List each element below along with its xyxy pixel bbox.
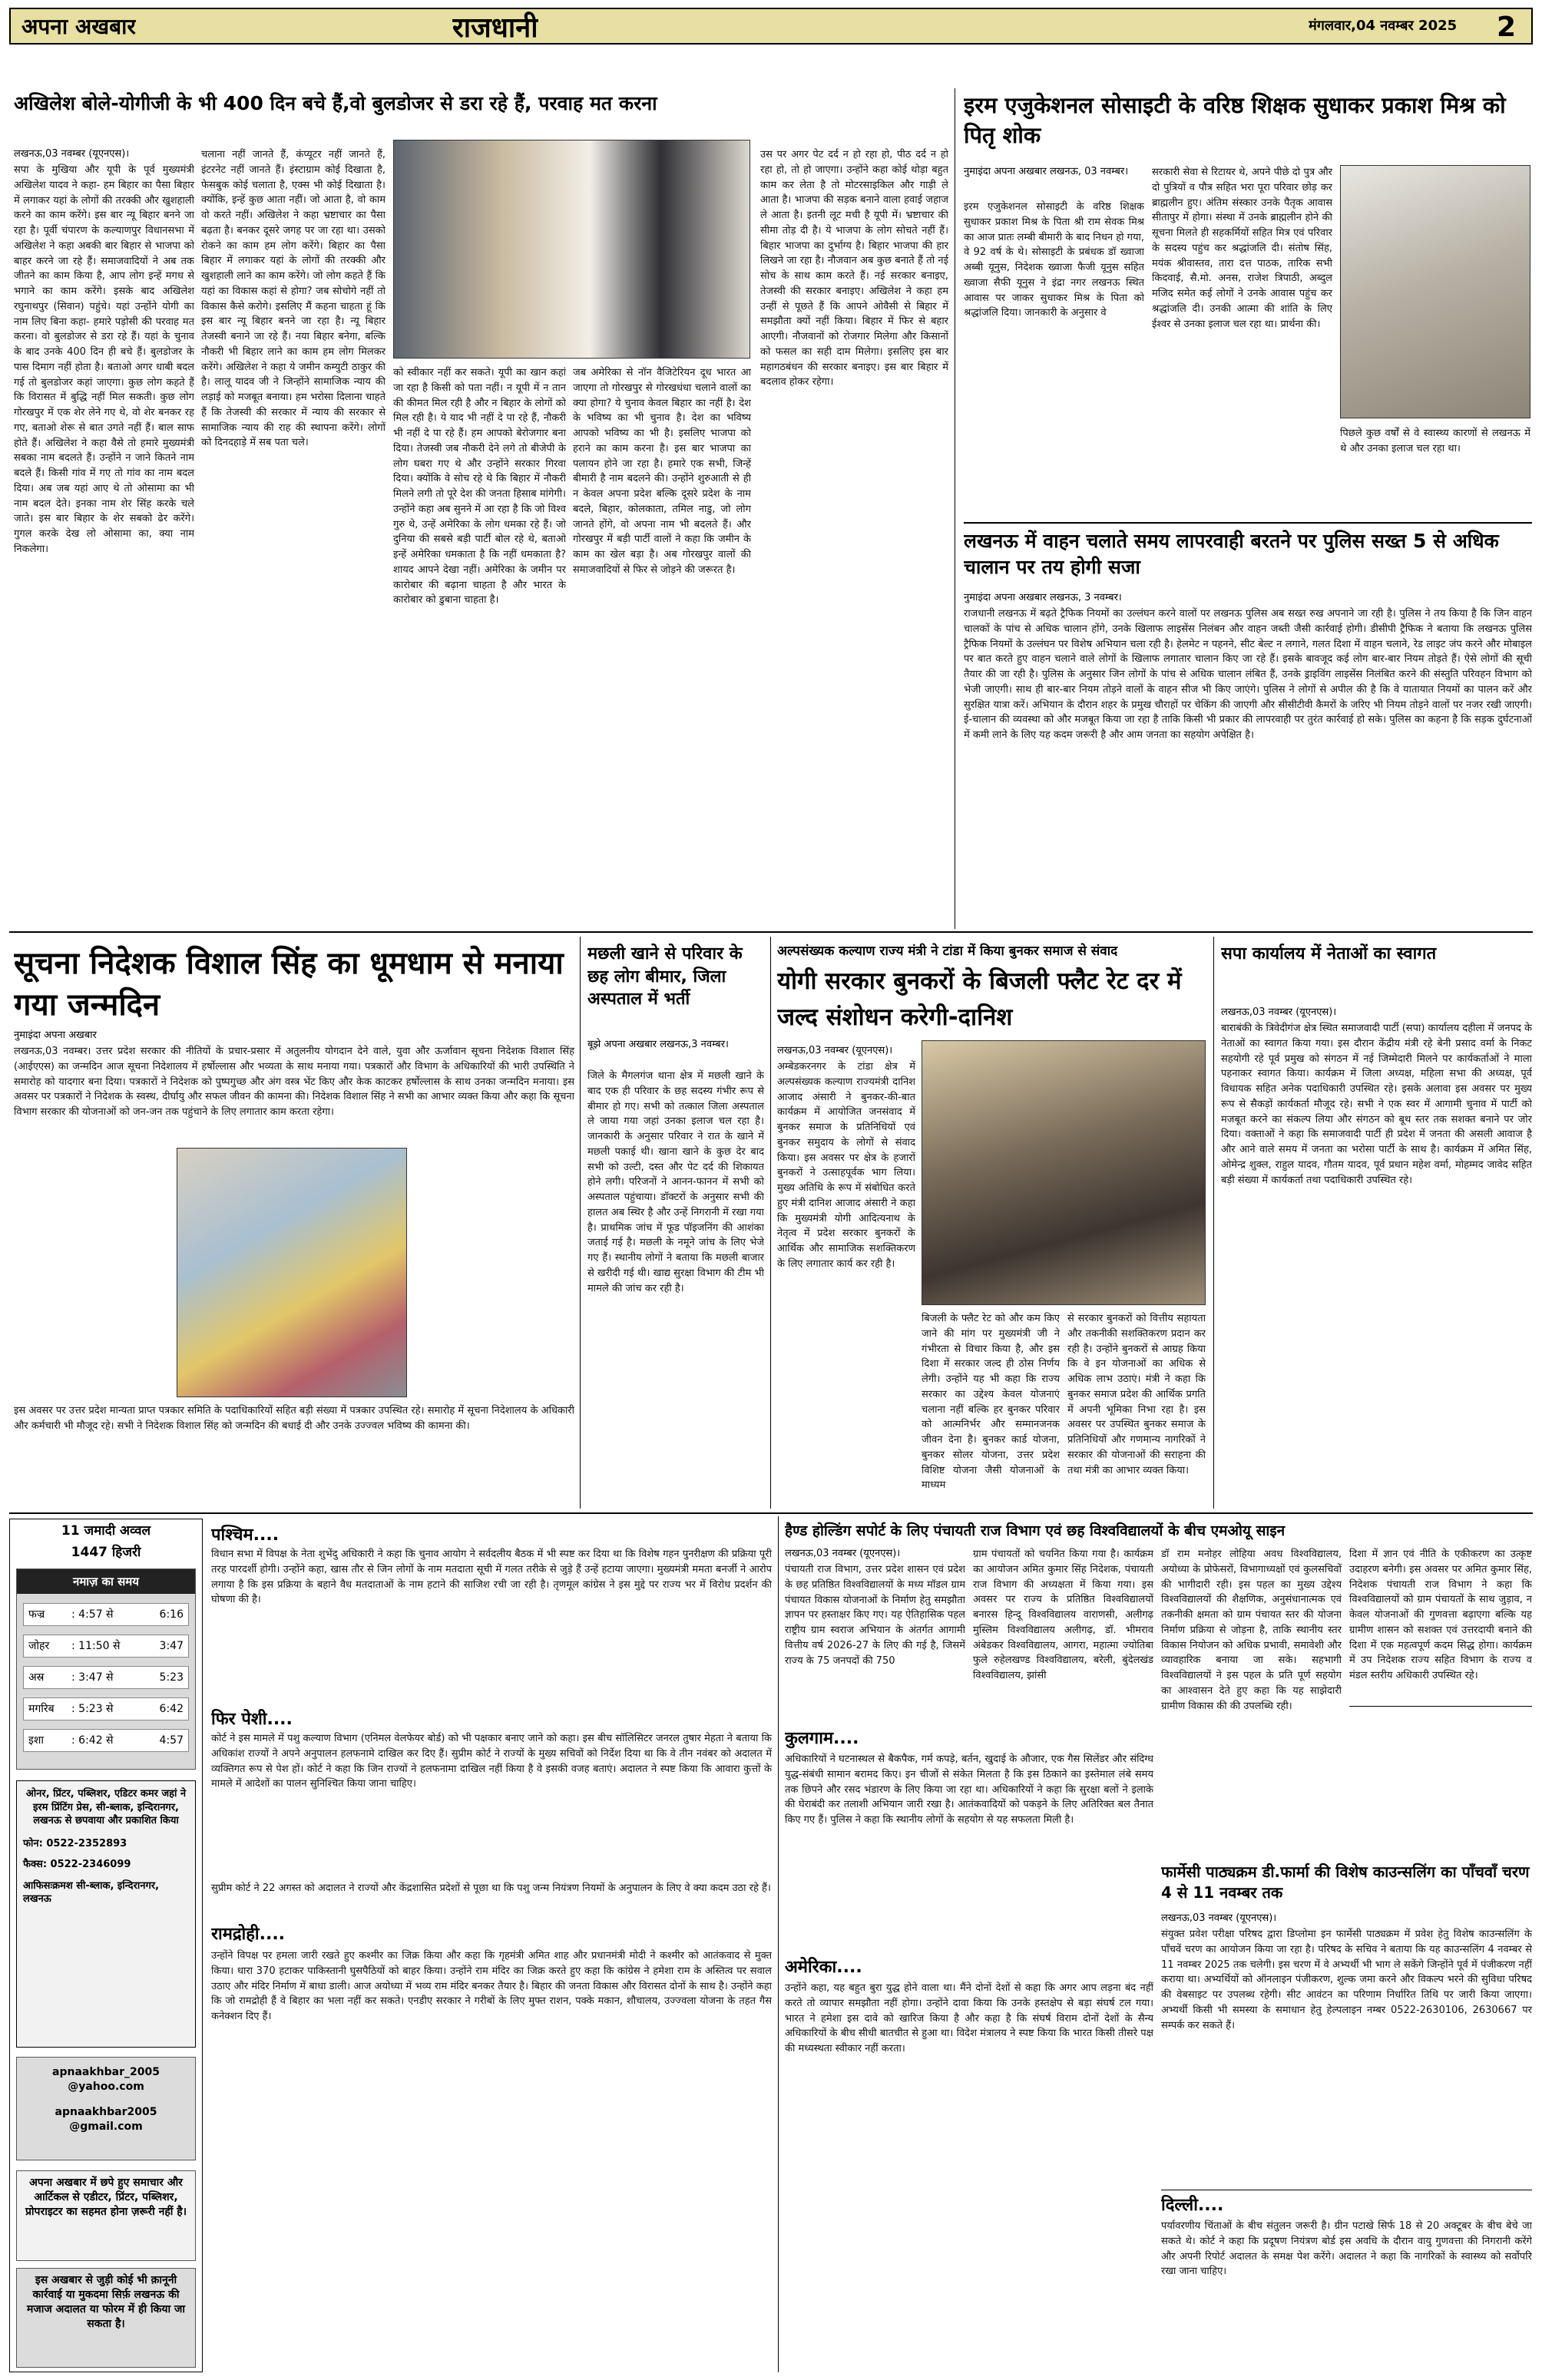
story1-col4: जब अमेरिका से नॉन वैजिटेरियन दूध भारत आ जाएगा तो गोरखपुर से गोरखधंधा चलाने वालों का क्या होगा? ये चुनाव केवल बिहार का नहीं है। देश के भविष्य का भी चुनाव है। देश का भविष्य आपको भविष्य का भी है। इसलिए भाजपा को हराने का काम करना है। इस बार भाजपा का पलायन होने जा रहा है। हमारे एक सभी, जिन्हें बीमारी है नाम बदलने की। उन्होंने शुरुआती से ही न केवल अपना प्रदेश बल्कि दूसरे प्रदेश के नाम बदले, बिहार, कोलकाता, तमिल नाडु, जो लोग जानते होंगे, वो अपना नाम भी बदलते हैं। और गोरखपुर में बड़ी पार्टी वालों ने कहा कि जमीन के काम का खेल बड़ा है। अब गोरखपुर वालों की समाजवादियों से फिर से जोड़ने की जरूरत है। — [573, 367, 751, 576]
namaz-row — [23, 1666, 189, 1689]
story4-headline: सूचना निदेशक विशाल सिंह का धूमधाम से मनाया गया जन्मदिन — [14, 946, 564, 1023]
sidebar — [9, 1519, 203, 2372]
namaz-end: 3:47 — [159, 1640, 184, 1652]
story10-label: रामद्रोही.... — [211, 1925, 286, 1944]
story2-byline: नुमाइंदा अपना अखबार लखनऊ, 03 नवम्बर। — [964, 166, 1129, 177]
story1-byline: लखनऊ,03 नवम्बर (यूएनएस)। — [14, 148, 130, 160]
imprint-box — [16, 1780, 196, 2048]
masthead-date: मंगलवार,04 नवम्बर 2025 — [1309, 18, 1458, 34]
story12-body: अधिकारियों ने घटनास्थल से बैकपैक, गर्म कपड़े, बर्तन, खुदाई के औजार, एक गैस सिलेंडर और संदिग्ध युद्ध-संबंधी सामान बरामद किए। इन चीजों से संकेत मिलता है कि इस ठिकाने का इस्तेमाल लंबे समय तक छिपने और रसद भंडारण के लिए किया जा रहा था। अधिकारियों ने कहा कि सुरक्षा बलों ने इलाके की घेराबंदी कर तलाशी अभियान जारी रखा है। आतंकवादियों को पकड़ने के लिए अतिरिक्त बल तैनात किए गए हैं। पुलिस ने कहा कि स्थानीय लोगों के सहयोग से यह सफलता मिली है। — [785, 1754, 1153, 1826]
namaz-name: इशा — [28, 1734, 45, 1747]
story9-body: कोर्ट ने इस मामले में पशु कल्याण विभाग (एनिमल वेलफेयर बोर्ड) को भी पक्षकार बनाए जाने को कहा। इस बीच सॉलिसिटर जनरल तुषार मेहता ने बताया कि अधिकांश राज्यों ने अपने अनुपालन हलफनामे दाखिल कर दिए हैं। सुप्रीम कोर्ट ने राज्यों के मुख्य सचिवों को निर्देश दिया था कि वे तीन नवंबर को अदालत में व्यक्तिगत रूप से पेश हों। कोर्ट ने कहा कि जिन राज्यों ने हलफनामा दाखिल नहीं किया है वे इसकी वजह बताएं। अदालत ने स्पष्ट किया कि आवारा कुत्तों के मामले में आदेशों का पालन सुनिश्चित किया जाना चाहिए। — [211, 1733, 772, 1790]
story2-col2: सरकारी सेवा से रिटायर थे, अपने पीछे दो पुत्र और दो पुत्रियों व पौत्र सहित भरा पूरा परिवार छोड़ कर ब्राह्मलीन हुए। अंतिम संस्कार उनके पैतृक आवास सीतापुर में होगा। संस्था में उनके ब्राह्मलीन होने की सूचना मिलते ही सहकर्मियों सहित मित्र एवं परिवार के सदस्य पहुंच कर श्रद्धांजलि दी। संतोष सिंह, मयंक श्रीवास्तव, तारा दत्त पाठक, तारिक सभी किदवाई, सै.मो. अनस, राजेश त्रिपाठी, अब्दुल मजिद समेत कई लोगों ने उनके आवास पहुंच कर श्रद्धांजलि दी। उनकी आत्मा की शांति के लिए ईश्वर से उनका इलाज चल रहा था। प्रार्थना की। — [1152, 167, 1332, 330]
story3-byline: नुमाइंदा अपना अखबार लखनऊ, 3 नवम्बर। — [964, 592, 1122, 603]
story9-tail: सुप्रीम कोर्ट ने 22 अगस्त को अदालत ने राज्यों और केंद्रशासित प्रदेशों से पूछा था कि पशु जन्म नियंत्रण नियमों के अनुपालन के लिए वे क्या कदम उठा रहे हैं। — [211, 1883, 771, 1894]
obituary-photo — [1340, 165, 1530, 418]
story7-headline: सपा कार्यालय में नेताओं का स्वागत — [1221, 944, 1437, 964]
story15-body: पर्यावरणीय चिंताओं के बीच संतुलन जरूरी है। ग्रीन पटाखे सिर्फ 18 से 20 अक्टूबर के बीच बेचे जा सकते थे। कोर्ट ने कहा कि प्रदूषण नियंत्रण बोर्ड इस अवधि के दौरान वायु गुणवत्ता की निगरानी करेंगे और अपनी रिपोर्ट अदालत के समक्ष पेश करेंगे। अदालत ने कहा कि नागरिकों के स्वास्थ्य को सर्वोपरि रखा जाना चाहिए। — [1161, 2220, 1532, 2278]
story11-byline: लखनऊ,03 नवम्बर (यूएनएस)। — [785, 1548, 901, 1559]
disclaimer-notice: अपना अखबार में छपे हुए समाचार और आर्टिकल से एडीटर, प्रिंटर, पब्लिशर, प्रोपराइटर का सहमत होना ज़रूरी नहीं है। — [16, 2170, 196, 2261]
story14-byline: लखनऊ,03 नवम्बर (यूएनएस)। — [1161, 1912, 1277, 1924]
namaz-row — [23, 1729, 189, 1752]
story2-caption: पिछले कुछ वर्षों से वे स्वास्थ्य कारणों से लखनऊ में थे और उनका इलाज चल रहा था। — [1340, 428, 1530, 455]
email-yahoo[interactable]: apnaakhbar_2005 @yahoo.com — [52, 2066, 160, 2093]
story13-body: उन्होंने कहा, यह बहुत बुरा युद्ध होने वाला था। मैंने दोनों देशों से कहा कि अगर आप लड़ना बंद नहीं करते तो व्यापार समझौता नहीं होगा। उन्होंने दावा किया कि उनके हस्तक्षेप से बड़ा संघर्ष टल गया। भारत ने हमेशा इस दावे को खारिज किया है और कहा है कि संघर्ष विराम दोनों देशों के सैन्य अधिकारियों के बीच सीधी बातचीत से हुआ था। विदेश मंत्रालय ने स्पष्ट किया कि भारत किसी तीसरे पक्ष की मध्यस्थता स्वीकार नहीं करता। — [785, 1982, 1153, 2054]
namaz-name: फज्र — [28, 1608, 45, 1621]
namaz-start: : 5:23 से — [71, 1703, 114, 1715]
fax: फैक्स: 0522-2346099 — [23, 1859, 131, 1871]
story6-subhead: योगी सरकार बुनकरों के बिजली फ्लैट रेट दर में जल्द संशोधन करेगी-दानिश — [777, 967, 1182, 1031]
story8-body: विधान सभा में विपक्ष के नेता शुभेंदु अधिकारी ने कहा कि चुनाव आयोग ने सर्वदलीय बैठक में भी स्पष्ट कर दिया था कि विशेष गहन पुनरीक्षण की प्रक्रिया पूरी तरह पारदर्शी होगी। उन्होंने कहा, खास तौर से जिन लोगों के नाम मतदाता सूची में गलत तरीके से जुड़े हैं उन्हें हटाया जाएगा। मुख्यमंत्री ममता बनर्जी ने आरोप लगाया है कि इस प्रक्रिया के बहाने वैध मतदाताओं के नाम हटाने की साजिश रची जा रही है। तृणमूल कांग्रेस ने इस मुद्दे पर राज्य भर में विरोध प्रदर्शन की घोषणा की है। — [211, 1549, 772, 1606]
birthday-photo — [177, 1148, 407, 1397]
story6-headline: अल्पसंख्यक कल्याण राज्य मंत्री ने टांडा में किया बुनकर समाज से संवाद — [777, 944, 1118, 959]
story1-col3: को स्वीकार नहीं कर सकते। यूपी का खान कहां जा रहा है किसी को पता नहीं। न यूपी में न तान की कीमत मिल रही है और न बिहार के लोगों को मिल रही है। ये याद भी नहीं दे पा रहे हैं, नौकरी भी नहीं दे पा रहे हैं। हम आपको बेरोजगार बना दिया। तेजस्वी जब नौकरी देने लगे तो बीजेपी के लोग घबरा गए थे और उन्होंने सरकार गिरवा दिया। क्योंकि वे सोच रहे थे कि बिहार में नौकरी मिलने लगी तो पूरे देश की जनता हिसाब मांगेगी। उन्होंने कहा अब सुनने में आ रहा है कि जो विश्व गुरु थे, उन्हें अमेरिका के लोग धमका रहे हैं। जो दुनिया की सबसे बड़ी पार्टी बोल रहे थे, बताओ इन्हें अमेरिका धमकाता है कि नहीं धमकाता है? शायद आपने देखा नहीं। अमेरिका के जमीन पर कारोबार की बढ़ाना चाहता है और भारत के कारोबार को डुबाना चाहता है। — [393, 367, 566, 607]
story1-col2: चलाना नहीं जानते हैं, कंप्यूटर नहीं जानते हैं, इंटरनेट नहीं जानते हैं। इंस्टाग्राम कोई दिखाता है, फेसबुक कोई चलाता है, एक्स भी कोई दिखाता है। क्योंकि, इन्हें कुछ आता नहीं। जो आता है, वो काम वो करते नहीं। अखिलेश ने कहा भ्रष्टाचार का पैसा बढ़ता है। बनकर दूसरे जगह पर जा रहा था। उसको रोकने का काम हम लोग करेंगे। बिहार का पैसा बिहार में लगाकर यहां के लोगों की तरक्की और खुशहाली लाने का काम करेंगे। जो लोग कहते हैं कि यहां का विकास कहां से होगा? जब सोचोगे नहीं तो विकास कैसे करोगे। इसलिए मैं कहना चाहता हूं कि इस बार न्यू बिहार बनने जा रहा है। न्यू बिहार तेजस्वी बनाने जा रहे हैं। नया बिहार बनेगा, बल्कि नौकरी भी बिहार लाने का काम हम लोग मिलकर करेंगे। अखिलेश ने कहा ये जमीन कम्युटी ठाकुर की है। लालू यादव जी ने जिन्होंने सामाजिक न्याय की लड़ाई को मजबूत बनाया। हम भरोसा दिलाना चाहते हैं कि तेजस्वी की सरकार में न्याय की सरकार से सामाजिक न्याय की राह की स्थापना करेंगे। लोगों को दिनदहाड़े में सब पता चले। — [201, 149, 386, 449]
namaz-name: जोहर — [28, 1640, 50, 1652]
story3-headline: लखनऊ में वाहन चलाते समय लापरवाही बरतने पर पुलिस सख्त 5 से अधिक चालान पर तय होगी सजा — [964, 530, 1499, 578]
story6-col3: से सरकार बुनकरों को वित्तीय सहायता और तकनीकी सशक्तिकरण प्रदान कर रही है। उन्होंने बुनकरों से आग्रह किया कि वे इन योजनाओं का अधिक से अधिक लाभ उठाएं। मंत्री ने कहा कि बुनकर समाज प्रदेश की आर्थिक प्रगति में अपनी भूमिका निभा रहा है। इस अवसर पर उपस्थित बुनकर समाज के प्रतिनिधियों और गणमान्य नागरिकों ने सरकार की योजनाओं की सराहना की तथा मंत्री का आभार व्यक्त किया। — [1067, 1313, 1206, 1476]
story1-col1: सपा के मुखिया और यूपी के पूर्व मुख्यमंत्री अखिलेश यादव ने कहा- हम बिहार का पैसा बिहार में लगाकर यहां के लोगों की तरक्की और खुशहाली करने का काम करेंगे। इस बार न्यू बिहार बनने जा रहा है। पूर्वी चंपारण के कल्याणपुर विधानसभा में अखिलेश ने कहा अबकी बार बिहार से भाजपा को बाहर करने जा रहे हैं। समाजवादियों ने अब तक जीतने का काम किया है, आप लोग इन्हें मगध से भगाने का काम करेंगे। इसके बाद अखिलेश रघुनाथपुर (सिवान) पहुंचे। यहां उन्होंने योगी का नाम लिए बिना कहा- हमारे पड़ोसी की परवाह मत करना। वो बुलडोजर से डरा रहे हैं। यहां के चुनाव के बाद उनके 400 दिन ही बचे हैं। बुलडोजर के पास दिमाग नहीं होता है। बताओ अगर धाबी बदल गई तो बुलडोजर कहां जाएगा। कुछ लोग कहते हैं कि विरासत में बुद्धि नहीं मिल सकती। कुछ लोग गोरखपुर में एक शेर लेने गए थे, वो शेर बनकर रह गए, बताओ शेरू से बात उगते नहीं हैं। बाल साफ होते हैं। अखिलेश ने कहा वैसे तो हमारे मुख्यमंत्री सबका नाम बदलते हैं। उन्होंने न जाने कितने नाम बदले हैं। किसी गांव में गए तो गांव का नाम बदल दिया। अब जब यहां आए थे तो ओसामा का भी नाम बदल देते। इनका नाम शेर सिंह करके चले जाते। इस बार बिहार के शेर सबको ढेर करेंगे। गुगल करके देख लो ओसामा का, क्या नाम निकलेगा। — [14, 164, 194, 555]
page-number: 2 — [1497, 12, 1517, 43]
story11-col4: दिशा में ज्ञान एवं नीति के एकीकरण का उत्कृष्ट उदाहरण बनेगी। इस अवसर पर अमित कुमार सिंह, निदेशक पंचायती राज विभाग ने कहा कि विश्वविद्यालयों को ग्राम पंचायतों के साथ जुड़ाव, न केवल योजनाओं की गुणवत्ता बढ़ाएगा बल्कि यह ग्रामीण शासन को सशक्त एवं उत्तरदायी बनाने की दिशा में एक महत्वपूर्ण कदम सिद्ध होगा। कार्यक्रम में उप निदेशक राज्य सहित विभाग के राज्य व मंडल स्तरीय अधिकारी उपस्थित रहे। — [1349, 1549, 1532, 1681]
namaz-row — [23, 1697, 189, 1721]
namaz-end: 5:23 — [159, 1671, 184, 1684]
story2-headline: इरम एजुकेशनल सोसाइटी के वरिष्ठ शिक्षक सुधाकर प्रकाश मिश्र को पितृ शोक — [964, 92, 1506, 149]
story11-headline: हैण्ड होल्डिंग सपोर्ट के लिए पंचायती राज विभाग एवं छह विश्वविद्यालयों के बीच एमओयू साइन — [785, 1522, 1286, 1539]
namaz-start: : 11:50 से — [71, 1640, 121, 1652]
jurisdiction-notice: इस अखबार से जुड़ी कोई भी क़ानूनी कार्रवाई या मुकदमा सिर्फ़ लखनऊ की मजाज अदालत या फोरम में ही किया जा सकता है। — [16, 2268, 196, 2368]
namaz-start: : 6:42 से — [71, 1734, 114, 1747]
namaz-table — [23, 1603, 189, 1764]
story5-body: जिले के मैगलगंज थाना क्षेत्र में मछली खाने के बाद एक ही परिवार के छह सदस्य गंभीर रूप से बीमार हो गए। सभी को तत्काल जिला अस्पताल ले जाया गया जहां उनका इलाज चल रहा है। जानकारी के अनुसार परिवार ने रात के खाने में मछली पकाई थी। खाना खाने के कुछ देर बाद सभी को उल्टी, दस्त और पेट दर्द की शिकायत होने लगी। परिजनों ने आनन-फानन में सभी को अस्पताल पहुंचाया। डॉक्टरों के अनुसार सभी की हालत अब स्थिर है और उन्हें निगरानी में रखा गया है। प्राथमिक जांच में फूड पॉइजनिंग की आशंका जताई गई है। मछली के नमूने जांच के लिए भेजे गए हैं। स्थानीय लोगों ने बताया कि मछली बाजार से खरीदी गई थी। खाद्य सुरक्षा विभाग की टीम भी मामले की जांच कर रही है। — [587, 1070, 764, 1294]
namaz-row — [23, 1603, 189, 1626]
masthead — [9, 8, 1533, 45]
story6-col1: अम्बेडकरनगर के टांडा क्षेत्र में अल्पसंख्यक कल्याण राज्यमंत्री दानिश आजाद अंसारी ने बुनकर-की-बात कार्यक्रम में आयोजित जनसंवाद में बुनकर समाज के प्रतिनिधियों एवं बुनकर समुदाय के लोगों से संवाद किया। इस अवसर पर क्षेत्र के हजारों बुनकरों ने उत्साहपूर्वक भाग लिया। मुख्य अतिथि के रूप में संबोधित करते हुए मंत्री दानिश आजाद अंसारी ने कहा कि मुख्यमंत्री योगी आदित्यनाथ के नेतृत्व में प्रदेश सरकार बुनकरों के आर्थिक और सामाजिक सशक्तिकरण के लिए लगातार कार्य कर रही है। — [777, 1061, 915, 1270]
story6-col2: बिजली के फ्लैट रेट को और कम किए जाने की मांग पर मुख्यमंत्री जी ने गंभीरता से विचार किया है, और इस दिशा में सरकार जल्द ही ठोस निर्णय लेगी। उन्होंने यह भी कहा कि राज्य सरकार का उद्देश्य केवल योजनाएं चलाना नहीं बल्कि हर बुनकर परिवार को आत्मनिर्भर और सम्मानजनक जीवन देना है। बुनकर कार्ड योजना, बुनकर सोलर योजना, उत्तर प्रदेश विशिष्ट योजना जैसी योजनाओं के माध्यम — [922, 1313, 1060, 1492]
email-box — [16, 2057, 196, 2160]
namaz-box — [16, 1568, 196, 1770]
story10-body: उन्होंने विपक्ष पर हमला जारी रखते हुए कश्मीर का जिक्र किया और कहा कि गृहमंत्री अमित शाह और प्रधानमंत्री मोदी ने कश्मीर को आतंकवाद से मुक्त किया। धारा 370 हटाकर पाकिस्तानी घुसपैठियों को बाहर किया। उन्होंने राम मंदिर का जिक्र करते हुए कहा कि कांग्रेस ने हमेशा राम के अस्तित्व पर सवाल उठाए और मंदिर निर्माण में बाधा डाली। आज अयोध्या में भव्य राम मंदिर बनकर तैयार है। बिहार की जनता विकास और विरासत दोनों के साथ है। उन्होंने कहा कि जो रामद्रोही हैं वे बिहार का भला नहीं कर सकते। एनडीए सरकार ने गरीबों के लिए मुफ्त राशन, पक्के मकान, शौचालय, उज्ज्वला योजना के तहत गैस कनेक्शन दिए हैं। — [211, 1950, 772, 2022]
namaz-start: : 3:47 से — [71, 1671, 114, 1684]
story11-col2: ग्राम पंचायतों को चयनित किया गया है। कार्यक्रम का आयोजन अमित कुमार सिंह निदेशक, पंचायती राज विभाग की अध्यक्षता में किया गया। इस अवसर पर राज्य के प्रतिष्ठित विश्वविद्यालयों बनारस हिन्दू विश्वविद्यालय वाराणसी, अलीगढ़ मुस्लिम विश्वविद्यालय अलीगढ़, डॉ. भीमराव अंबेडकर विश्वविद्यालय, आगरा, महात्मा ज्योतिबा फुले रुहेलखण्ड विश्वविद्यालय, बरेली, बुंदेलखंड विश्वविद्यालय, झांसी — [973, 1549, 1153, 1681]
akhilesh-tejashwi-photo — [393, 140, 750, 359]
namaz-row — [23, 1635, 189, 1658]
story11-col3: डॉ राम मनोहर लोहिया अवध विश्वविद्यालय, अयोध्या के प्रोफेसरों, विभागाध्यक्षों एवं कुलसचिवों की भागीदारी रही। इस पहल का मुख्य उद्देश्य विश्वविद्यालयों की शैक्षणिक, अनुसंधानात्मक एवं तकनीकी क्षमता को ग्राम पंचायत स्तर की योजना निर्माण प्रक्रिया से जोड़ना है, ताकि स्थानीय स्तर विकास नियोजन को अधिक प्रभावी, समावेशी और व्यावहारिक बनाया जा सके। सहभागी विश्वविद्यालयों ने इस पहल के प्रति पूर्ण सहयोग का आश्वासन देते हुए कहा कि यह साझेदारी ग्रामीण विकास की की उपलब्धि रही। — [1161, 1549, 1342, 1712]
story11-col1: पंचायती राज विभाग, उत्तर प्रदेश शासन एवं प्रदेश के छह प्रतिष्ठित विश्वविद्यालयों के मध्य मॉडल ग्राम पंचायत विकास योजनाओं के निर्माण हेतु समझौता ज्ञापन पर हस्ताक्षर किए गए। यह ऐतिहासिक पहल राष्ट्रीय ग्राम स्वराज अभियान के अंतर्गत आगामी वित्तीय वर्ष 2026-27 के लिए की गई है, जिसमें राज्य के 75 जनपदों की 750 — [785, 1564, 965, 1667]
story4-tail: इस अवसर पर उत्तर प्रदेश मान्यता प्राप्त पत्रकार समिति के पदाधिकारियों सहित बड़ी संख्या में पत्रकार उपस्थित रहे। समारोह में सूचना निदेशालय के अधिकारी और कर्मचारी भी मौजूद रहे। सभी ने निदेशक विशाल सिंह को जन्मदिन की बधाई दी और उनके उज्ज्वल भविष्य की कामना की। — [14, 1405, 574, 1432]
story13-label: अमेरिका.... — [785, 1958, 862, 1977]
story7-byline: लखनऊ,03 नवम्बर (यूएनएस)। — [1221, 1007, 1337, 1018]
namaz-start: : 4:57 से — [71, 1608, 114, 1621]
namaz-name: मगरिब — [28, 1703, 55, 1715]
namaz-end: 6:16 — [159, 1608, 184, 1621]
phone: फोन: 0522-2352893 — [23, 1837, 127, 1849]
story15-label: दिल्ली.... — [1161, 2196, 1224, 2215]
story8-label: पश्चिम.... — [211, 1526, 280, 1545]
story5-byline: बूझे अपना अखबार लखनऊ,3 नवम्बर। — [587, 1039, 729, 1050]
namaz-end: 6:42 — [159, 1703, 184, 1715]
story12-label: कुलगाम.... — [785, 1729, 859, 1748]
office-address: आफिसःक्रमश सी-ब्लाक, इन्दिरानगर, लखनऊ — [23, 1879, 160, 1906]
story2-col1: इरम एजुकेशनल सोसाइटी के वरिष्ठ शिक्षक सुधाकर प्रकाश मिश्र के पिता श्री राम सेवक मिश्र का आज प्रातः लम्बी बीमारी के बाद निधन हो गया, वे 92 वर्ष के थे। सोसाइटी के प्रबंधक डॉ ख्वाजा अब्बी यूनुस, निदेशक ख्वाजा फैजी यूनुस सहित ख्वाजा सैफी यूनुस ने इंद्रा नगर लखनऊ स्थित आवास पर जाकर सुधाकर मिश्र के पिता को श्रद्धांजलि दिया। जानकारी के अनुसार वे — [964, 201, 1144, 319]
imprint-text: ओनर, प्रिंटर, पब्लिशर, एडिटर कमर जहां ने इरम प्रिंटिंग प्रेस, सी-ब्लाक, इन्दिरानगर, लखनऊ से छपवाया और प्रकाशित किया — [25, 1788, 187, 1827]
story7-body: बाराबंकी के त्रिवेदीगंज क्षेत्र स्थित समाजवादी पार्टी (सपा) कार्यालय दहीला में जनपद के नेताओं का स्वागत किया गया। इस दौरान केंद्रीय मंत्री रहे बेनी प्रसाद वर्मा के निकट सहयोगी रहे पूर्व प्रमुख को संगठन में नई जिम्मेदारी मिलने पर कार्यकर्ताओं ने माला पहनाकर स्वागत किया। कार्यक्रम में जिला अध्यक्ष, महिला सभा की अध्यक्ष, पूर्व विधायक सहित अनेक पदाधिकारी उपस्थित रहे। इसके अलावा इस अवसर पर मुख्य रूप से सैकड़ों कार्यकर्ता मौजूद रहे। सभी ने एक स्वर में आगामी चुनाव में पार्टी को मजबूत करने का संकल्प लिया और संगठन को बूथ स्तर तक सशक्त बनाने पर जोर दिया। वक्ताओं ने कहा कि समाजवादी पार्टी ही प्रदेश में जनता की असली आवाज है और आने वाले समय में जनता का भरोसा पार्टी के साथ है। कार्यक्रम में अमित सिंह, ओमेन्द्र शुक्ल, राहुल यादव, गौतम यादव, पूर्व प्रधान महेश वर्मा, मोहम्मद जावेद सहित बड़ी संख्या में कार्यकर्ता तथा पदाधिकारी उपस्थित रहे। — [1221, 1023, 1532, 1186]
hijri-year: 1447 हिजरी — [71, 1545, 141, 1560]
story5-headline: मछली खाने से परिवार के छह लोग बीमार, जिला अस्पताल में भर्ती — [587, 944, 743, 1010]
email-gmail[interactable]: apnaakhbar2005 @gmail.com — [55, 2105, 157, 2133]
namaz-title: नमाज़ का समय — [17, 1569, 195, 1594]
story3-body: राजधानी लखनऊ में बढ़ते ट्रैफिक नियमों का उल्लंघन करने वालों पर लखनऊ पुलिस अब सख्त रुख अपनाने जा रही है। पुलिस ने तय किया है कि जिन वाहन चालकों के पांच से अधिक चालान होंगे, उनके खिलाफ लाइसेंस निलंबन और वाहन जब्ती जैसी कार्रवाई होगी। डीसीपी ट्रैफिक ने बताया कि लखनऊ पुलिस ट्रैफिक नियमों के उल्लंघन पर विशेष अभियान चला रही है। हेलमेट न पहनने, सीट बेल्ट न लगाने, गलत दिशा में वाहन चलाने, रेड लाइट जंप करने और मोबाइल पर बात करते हुए वाहन चलाने वाले लोगों के खिलाफ लगातार चालान किए जा रहे हैं। इसके बावजूद कई लोग बार-बार नियम तोड़ते हैं। ऐसे लोगों की सूची तैयार की जा रही है। पुलिस के अनुसार जिन लोगों के पांच से अधिक चालान लंबित हैं, उनके ड्राइविंग लाइसेंस निलंबित करने की संस्तुति परिवहन विभाग को भेजी जाएगी। साथ ही बार-बार नियम तोड़ने वालों के वाहन सीज भी किए जाएंगे। पुलिस ने लोगों से अपील की है कि वे यातायात नियमों का पालन करें और सुरक्षित यात्रा करें। अभियान के दौरान शहर के प्रमुख चौराहों पर चेकिंग की जाएगी और सीसीटीवी कैमरों के जरिए भी नियम तोड़ने वालों पर नजर रखी जाएगी। ई-चालान की व्यवस्था को और मजबूत किया जा रहा है ताकि किसी भी प्रकार की लापरवाही पर तुरंत कार्रवाई हो सके। पुलिस का कहना है कि सड़क दुर्घटनाओं में कमी लाने के लिए यह कदम जरूरी है और आम जनता का सहयोग अपेक्षित है। — [964, 608, 1532, 741]
story14-body: संयुक्त प्रवेश परीक्षा परिषद द्वारा डिप्लोमा इन फार्मेसी पाठ्यक्रम में प्रवेश हेतु विशेष काउन्सलिंग के पाँचवें चरण का आयोजन किया जा रहा है। परिषद के सचिव ने बताया कि यह काउन्सलिंग 4 नवम्बर से 11 नवम्बर 2025 तक चलेगी। इस चरण में वे अभ्यर्थी भी भाग ले सकेंगे जिन्होंने पूर्व में पंजीकरण नहीं कराया था। अभ्यर्थियों को ऑनलाइन पंजीकरण, शुल्क जमा करने और विकल्प भरने की सुविधा परिषद की वेबसाइट पर उपलब्ध रहेगी। सीट आवंटन का परिणाम निर्धारित तिथि पर जारी किया जाएगा। अभ्यर्थी किसी भी समस्या के समाधान हेतु हेल्पलाइन नम्बर 0522-2630106, 2630667 पर सम्पर्क कर सकते हैं। — [1161, 1929, 1532, 2031]
story4-byline: नुमाइंदा अपना अखबार — [14, 1030, 97, 1041]
minister-photo — [922, 1040, 1206, 1305]
story1-col5: उस पर अगर पेट दर्द न हो रहा हो, पीठ दर्द न हो रहा हो, तो हो जाएगा। उन्होंने कहा कोई थोड़ा बहुत काम कर लेता है तो मोटरसाइकिल और गाड़ी ले आता है। भाजपा की सड़क बनाने वाला हवाई जहाज ले आता है। इतनी लूट मची है यूपी में। भ्रष्टाचार की सीमा तोड़ दी है। ये भाजपा के लोग सोचते नहीं हैं। बिहार भाजपा का दुर्भाग्य है। बिहार भाजपा की हार लिखने जा रहा है। नौजवान अब कुछ बनाते हैं तो नई सोच के साथ काम करते हैं। नई सरकार बनाइए, तेजस्वी की सरकार बनाइए। अखिलेश ने कहा हम उन्हीं से पूछते हैं कि आपने ओवैसी से बिहार में समझौता क्यों नहीं किया। बिहार में फिर से बहार आएगी। नौजवानों को रोजगार मिलेगा और किसानों को फसल का सही दाम मिलेगा। इसलिए इस बार महागठबंधन की सरकार बनाइए। इस बार बिहार में बदलाव होकर रहेगा। — [760, 149, 948, 388]
masthead-brand: अपना अखबार — [22, 14, 136, 39]
namaz-name: अस्र — [28, 1671, 45, 1684]
story14-headline: फार्मेसी पाठ्यक्रम डी.फार्मा की विशेष काउन्सलिंग का पाँचवाँ चरण 4 से 11 नवम्बर तक — [1161, 1863, 1530, 1902]
masthead-section: राजधानी — [452, 12, 538, 44]
hijri-date: 11 जमादी अव्वल — [61, 1523, 151, 1539]
story9-label: फिर पेशी.... — [211, 1710, 293, 1729]
namaz-end: 4:57 — [159, 1734, 184, 1747]
story1-headline: अखिलेश बोले-योगीजी के भी 400 दिन बचे हैं,वो बुलडोजर से डरा रहे हैं, परवाह मत करना — [14, 92, 657, 114]
story4-body: लखनऊ,03 नवम्बर। उत्तर प्रदेश सरकार की नीतियों के प्रचार-प्रसार में अतुलनीय योगदान देने वाले, युवा और ऊर्जावान सूचना निदेशक विशाल सिंह (आईएएस) का जन्मदिन आज सूचना निदेशालय में हर्षोल्लास और भव्यता के साथ मनाया गया। पत्रकारों और विभाग के अधिकारियों की भारी उपस्थिति ने समारोह को यादगार बना दिया। पत्रकारों ने निदेशक को पुष्पगुच्छ और अंग वस्त्र भेंट किए और केक काटकर हर्षोल्लास के साथ उनका जन्मदिन मनाया। इस अवसर पर पत्रकारों ने निदेशक के स्वस्थ, दीर्घायु और सफल जीवन की कामना की। निदेशक विशाल सिंह ने सभी का आभार व्यक्त किया और कहा कि सूचना विभाग सरकार की योजनाओं को जन-जन तक पहुंचाने के लिए लगातार काम करता रहेगा। — [14, 1046, 574, 1118]
story6-byline: लखनऊ,03 नवम्बर (यूएनएस)। — [777, 1045, 893, 1056]
